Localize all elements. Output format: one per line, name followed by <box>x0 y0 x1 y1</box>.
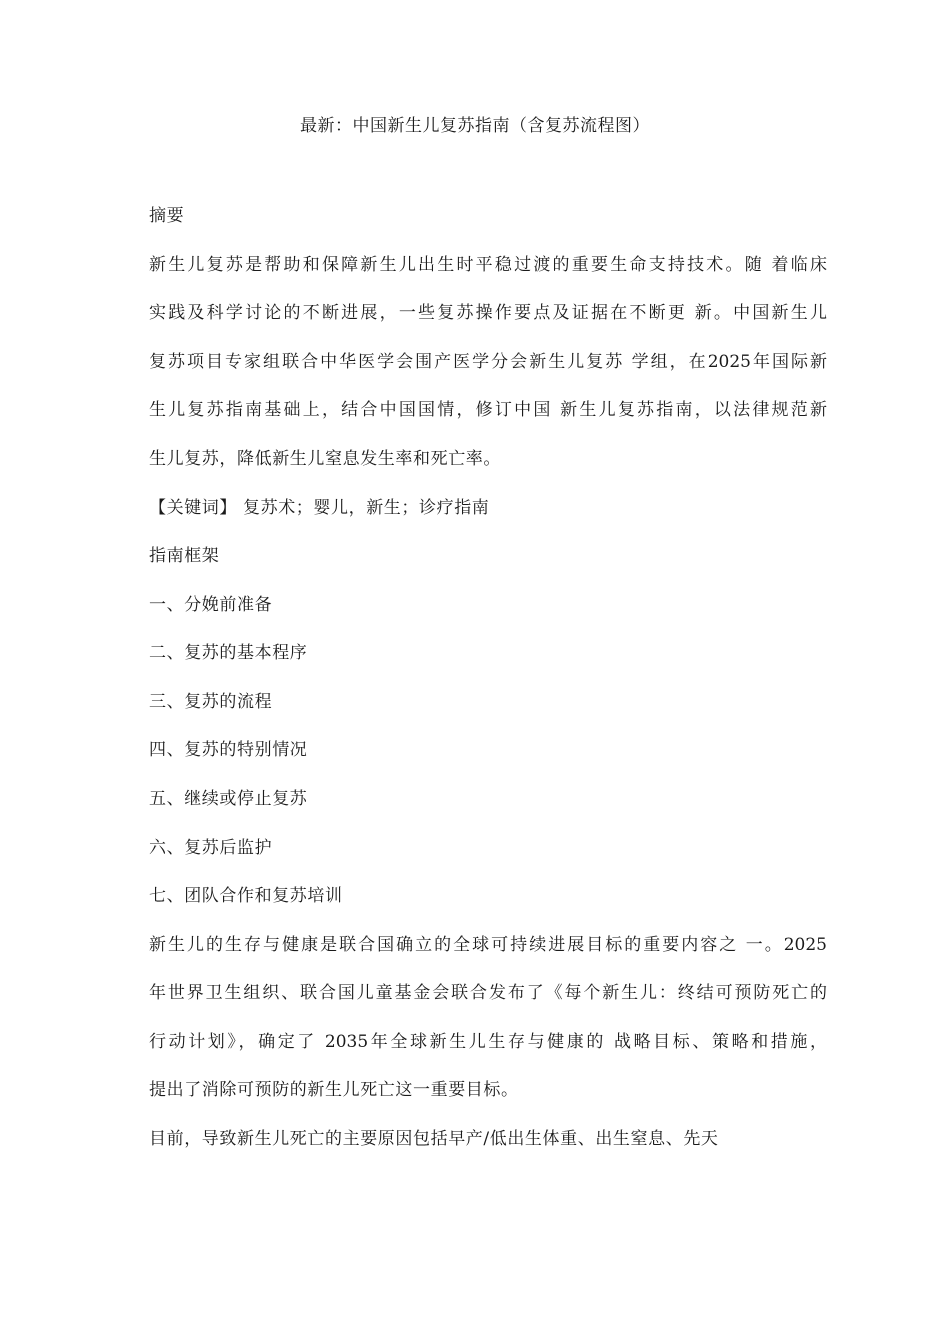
abstract-line: 复苏项目专家组联合中华医学会围产医学分会新生儿复苏 学组，在2025年国际新 <box>149 352 827 372</box>
abstract-line: 生儿复苏，降低新生儿窒息发生率和死亡率。 <box>149 449 501 469</box>
framework-heading: 指南框架 <box>149 546 220 566</box>
framework-item: 三、复苏的流程 <box>149 692 273 712</box>
keywords-line: 【关键词】 复苏术；婴儿，新生；诊疗指南 <box>149 498 490 518</box>
document-title: 最新：中国新生儿复苏指南（含复苏流程图） <box>300 116 650 136</box>
framework-item: 一、分娩前准备 <box>149 595 273 615</box>
intro-line: 行动计划》，确定了 2035年全球新生儿生存与健康的 战略目标、策略和措施， <box>149 1032 827 1052</box>
abstract-line: 新生儿复苏是帮助和保障新生儿出生时平稳过渡的重要生命支持技术。随 着临床 <box>149 255 827 275</box>
abstract-line: 实践及科学讨论的不断进展，一些复苏操作要点及证据在不断更 新。中国新生儿 <box>149 303 827 323</box>
abstract-heading: 摘要 <box>149 206 185 226</box>
intro-line: 新生儿的生存与健康是联合国确立的全球可持续进展目标的重要内容之 一。2025 <box>149 935 827 955</box>
framework-item: 五、继续或停止复苏 <box>149 789 308 809</box>
framework-item: 二、复苏的基本程序 <box>149 643 308 663</box>
intro-line: 提出了消除可预防的新生儿死亡这一重要目标。 <box>149 1080 519 1100</box>
body-line: 目前，导致新生儿死亡的主要原因包括早产/低出生体重、出生窒息、先天 <box>149 1129 719 1149</box>
framework-item: 六、复苏后监护 <box>149 838 273 858</box>
framework-item: 四、复苏的特别情况 <box>149 740 308 760</box>
framework-item: 七、团队合作和复苏培训 <box>149 886 343 906</box>
intro-line: 年世界卫生组织、联合国儿童基金会联合发布了《每个新生儿：终结可预防死亡的 <box>149 983 827 1003</box>
abstract-line: 生儿复苏指南基础上，结合中国国情，修订中国 新生儿复苏指南，以法律规范新 <box>149 400 827 420</box>
